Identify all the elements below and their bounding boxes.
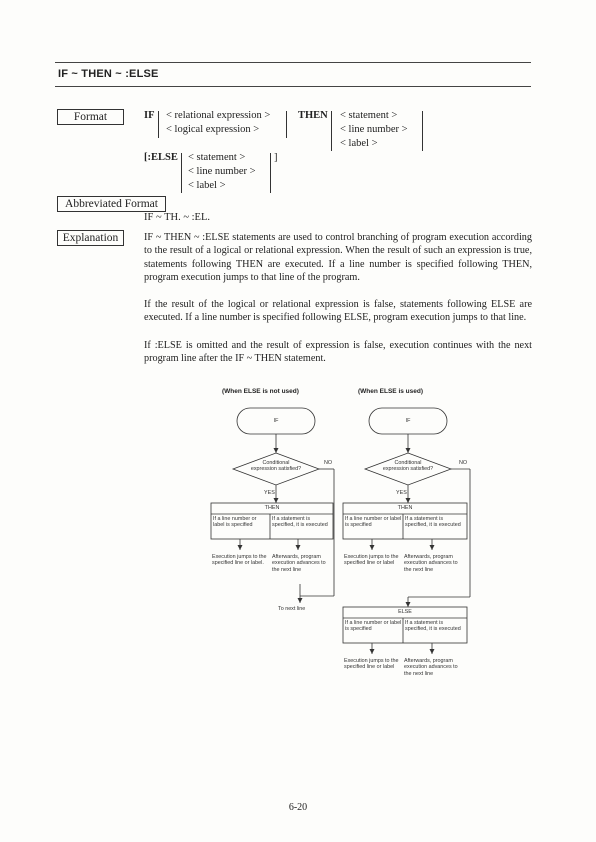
left-then-header: THEN	[264, 505, 280, 511]
abbreviated-format-label: Abbreviated Format	[57, 196, 166, 212]
explanation-paragraph-1: IF ~ THEN ~ :ELSE statements are used to control branching of program execution according to the result of a logical or relational expression. When the result of such an expression is true, statements following THEN are executed. If a line number is specified following THEN, program execution jumps to that line of the program.	[144, 232, 532, 284]
right-else-cell-a: If a line number or label is specified	[345, 620, 402, 633]
explanation-paragraph-2: If the result of the logical or relational expression is false, statements following ELSE are executed. If a line number is specified following ELSE, program execution jumps to that line.	[144, 299, 532, 324]
right-else-result-a: Execution jumps to the specified line or label	[344, 658, 399, 671]
else-label: < label >	[188, 180, 226, 191]
then-label: < label >	[340, 138, 378, 149]
then-keyword: THEN	[298, 110, 328, 121]
then-statement: < statement >	[340, 110, 398, 121]
right-else-result-b: Afterwards, program execution advances to the next line	[404, 658, 458, 677]
page-number: 6-20	[288, 802, 308, 813]
logical-expression: < logical expression >	[166, 124, 260, 135]
else-close-bracket: ]	[274, 152, 278, 163]
left-then-cell-a: If a line number or label is specified	[213, 516, 257, 529]
right-flow-heading: (When ELSE is used)	[358, 388, 424, 395]
right-if-text: IF	[405, 418, 411, 424]
left-next-line: To next line	[278, 606, 306, 612]
left-if-text: IF	[273, 418, 279, 424]
else-keyword: [:ELSE	[144, 152, 178, 163]
left-no-label: NO	[324, 460, 333, 466]
right-result-b: Afterwards, program execution advances to the next line	[404, 554, 458, 573]
right-else-header: ELSE	[398, 609, 412, 615]
left-result-a: Execution jumps to the specified line or label.	[212, 554, 267, 567]
section-title: IF ~ THEN ~ :ELSE	[58, 68, 159, 80]
left-result-b: Afterwards, program execution advances to the next line	[272, 554, 326, 573]
abbreviated-text: IF ~ TH. ~ :EL.	[144, 212, 210, 223]
left-condition-text: Conditional expression satisfied?	[250, 460, 302, 473]
explanation-paragraph-3: If :ELSE is omitted and the result of expression is false, execution continues with the next program line after the IF ~ THEN statement.	[144, 340, 532, 365]
if-keyword: IF	[144, 110, 155, 121]
else-line-number: < line number >	[188, 166, 256, 177]
right-then-header: THEN	[397, 505, 413, 511]
format-label: Format	[57, 109, 124, 125]
explanation-label: Explanation	[57, 230, 124, 246]
right-else-cell-b: If a statement is specified, it is executed	[405, 620, 461, 633]
right-yes-label: YES	[396, 490, 407, 496]
right-condition-text: Conditional expression satisfied?	[382, 460, 434, 473]
right-no-label: NO	[459, 460, 468, 466]
left-yes-label: YES	[264, 490, 275, 496]
right-then-cell-a: If a line number or label is specified	[345, 516, 402, 529]
else-statement: < statement >	[188, 152, 246, 163]
left-flow-heading: (When ELSE is not used)	[222, 388, 299, 395]
left-then-cell-b: If a statement is specified, it is executed	[272, 516, 328, 529]
then-line-number: < line number >	[340, 124, 408, 135]
right-then-cell-b: If a statement is specified, it is executed	[405, 516, 461, 529]
right-result-a: Execution jumps to the specified line or label	[344, 554, 399, 567]
relational-expression: < relational expression >	[166, 110, 271, 121]
